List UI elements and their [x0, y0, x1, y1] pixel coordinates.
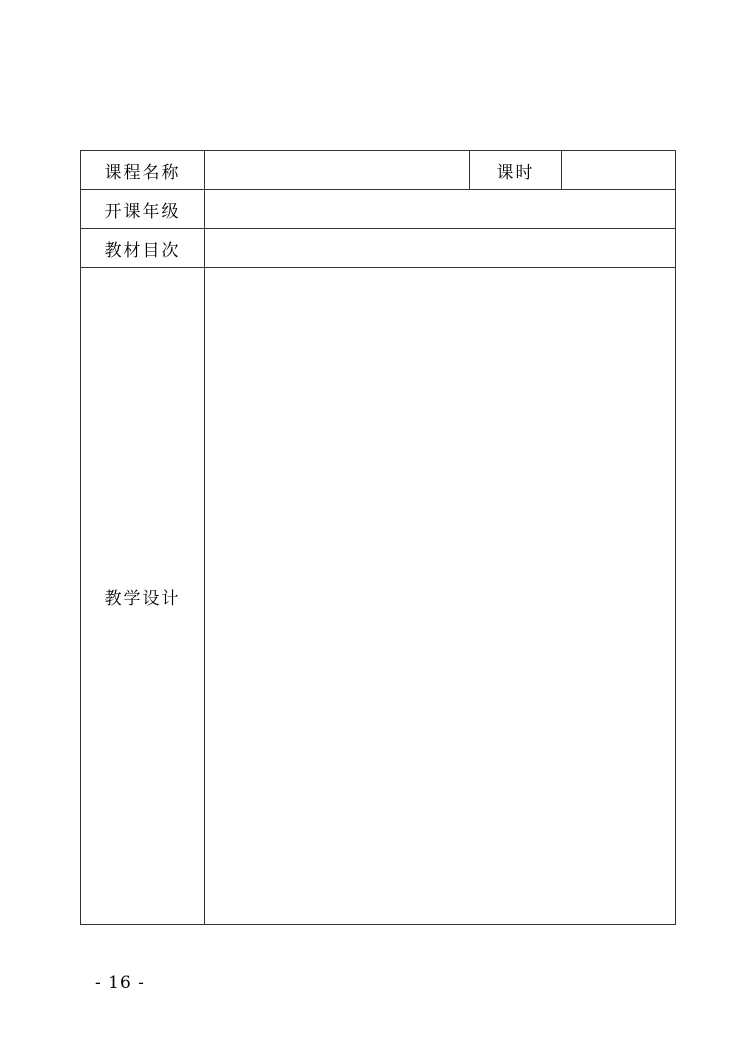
grade-field[interactable] [205, 190, 676, 229]
grade-row [81, 190, 676, 229]
course-name-label: 课程名称 [81, 151, 205, 190]
teaching-design-field[interactable] [205, 268, 676, 925]
class-hours-field[interactable] [562, 151, 676, 190]
course-name-row [81, 151, 676, 190]
textbook-chapter-row [81, 229, 676, 268]
teaching-design-row [81, 268, 676, 925]
class-hours-label: 课时 [470, 151, 562, 190]
lesson-plan-table [80, 150, 676, 925]
teaching-design-label: 教学设计 [81, 268, 205, 925]
textbook-chapter-field[interactable] [205, 229, 676, 268]
textbook-chapter-label: 教材目次 [81, 229, 205, 268]
page-number: - 16 - [95, 973, 145, 993]
course-name-field[interactable] [205, 151, 470, 190]
grade-label: 开课年级 [81, 190, 205, 229]
